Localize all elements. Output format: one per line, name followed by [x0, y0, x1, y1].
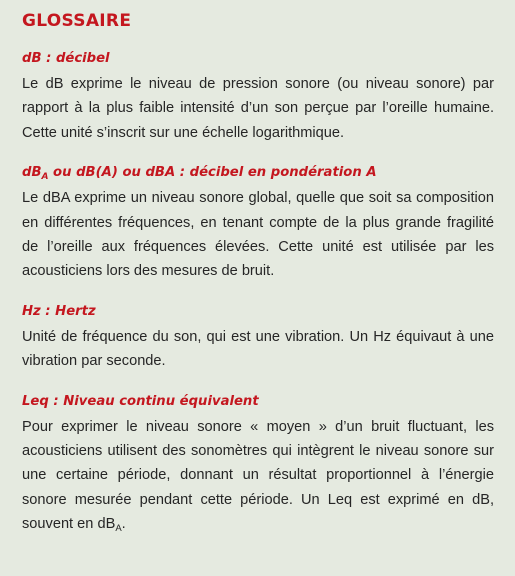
term-base: dB — [22, 165, 42, 181]
entry-term: Hz : Hertz — [22, 303, 96, 319]
glossary-title: GLOSSAIRE — [22, 11, 132, 31]
glossary-entry-hz — [22, 302, 494, 374]
definition-text: Pour exprimer le niveau sonore « moyen » d’un bruit fluctuant, les acousticiens utilisent des sonomètres qui intègrent le niveau sonore sur une certaine période, donnant un résultat proportionnel à l’énergie sonore mesurée pendant cette période. Un Leq est exprimé en dB, souvent en dB — [22, 418, 494, 533]
definition-end: . — [121, 516, 126, 533]
entry-definition: Unité de fréquence du son, qui est une vibration. Un Hz équivaut à une vibration par seconde. — [22, 328, 494, 370]
entry-term: dB : décibel — [22, 51, 110, 66]
glossary-entry-db — [22, 49, 494, 145]
glossary-entry-leq — [22, 392, 494, 537]
entry-definition: Le dBA exprime un niveau sonore global, quelle que soit sa composition en différentes fréquences, en tenant compte de la plus grande fragilité de l’oreille aux fréquences élevées. Cette unité est utilisée par les acousticiens lors des mesures de bruit. — [22, 190, 494, 280]
entry-term — [22, 163, 494, 182]
entry-definition — [22, 415, 494, 537]
definition-subscript: A — [115, 523, 122, 535]
entry-term: Leq : Niveau continu équivalent — [22, 393, 259, 409]
glossary-entry-dba — [22, 163, 494, 284]
entry-definition: Le dB exprime le niveau de pression sonore (ou niveau sonore) par rapport à la plus faible intensité d’un son perçue par l’oreille humaine. Cette unité s’inscrit sur une échelle logarithmique. — [22, 76, 494, 141]
term-rest: ou dB(A) ou dBA : décibel en pondération A — [48, 165, 377, 181]
term-subscript: A — [41, 172, 49, 183]
